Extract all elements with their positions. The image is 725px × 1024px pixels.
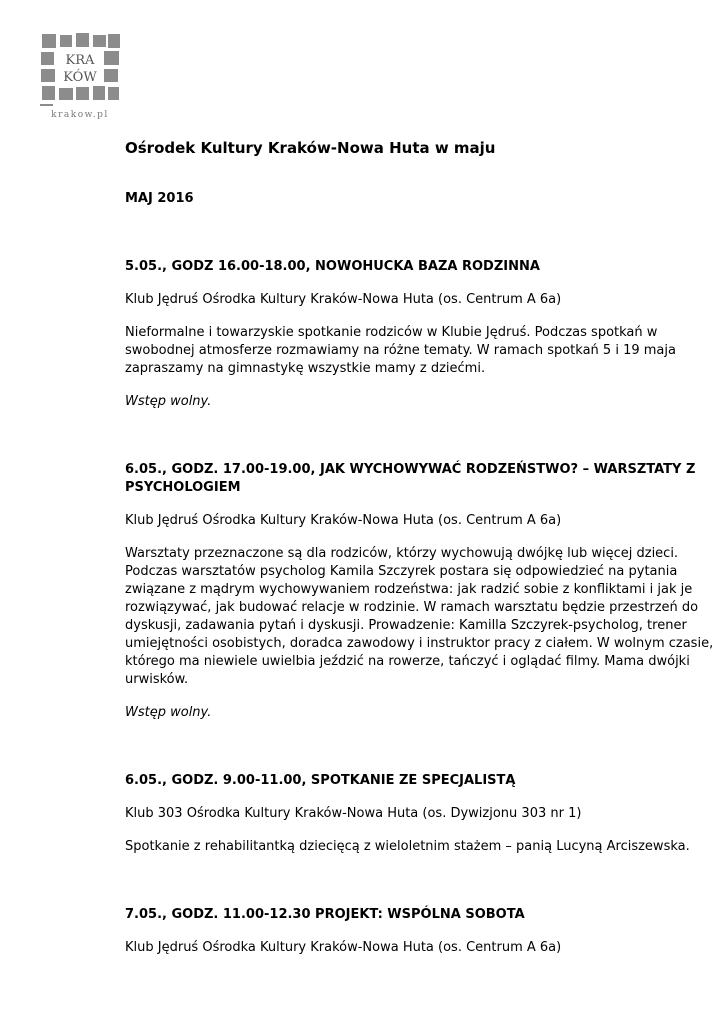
event-3 (125, 772, 715, 856)
event-entry-info: Wstęp wolny. (125, 705, 212, 720)
event-heading: 7.05., GODZ. 11.00-12.30 PROJEKT: WSPÓLNA SOBOTA (125, 907, 525, 922)
document-title: Ośrodek Kultury Kraków-Nowa Huta w maju (125, 139, 496, 157)
event-4 (125, 906, 715, 957)
event-description: Nieformalne i towarzyskie spotkanie rodziców w Klubie Jędruś. Podczas spotkań w swobodnej atmosferze rozmawiamy na różne tematy. W ramach spotkań 5 i 19 maja zapraszamy na gimnastykę wszystkie mamy z dziećmi. (125, 325, 676, 376)
logo-url: krakow.pl (51, 110, 109, 120)
logo-text-line1: KRA (65, 53, 95, 68)
event-description: Spotkanie z rehabilitantką dziecięcą z wieloletnim stażem – panią Lucyną Arciszewska. (125, 839, 690, 854)
event-2 (125, 461, 715, 722)
event-place: Klub 303 Ośrodka Kultury Kraków-Nowa Huta (os. Dywizjonu 303 nr 1) (125, 806, 582, 821)
event-place: Klub Jędruś Ośrodka Kultury Kraków-Nowa Huta (os. Centrum A 6a) (125, 940, 562, 955)
month-heading: MAJ 2016 (125, 191, 194, 206)
event-heading: 6.05., GODZ. 9.00-11.00, SPOTKANIE ZE SPECJALISTĄ (125, 773, 516, 788)
event-heading: 6.05., GODZ. 17.00-19.00, JAK WYCHOWYWAĆ RODZEŃSTWO? – WARSZTATY Z PSYCHOLOGIEM (125, 462, 696, 495)
event-place: Klub Jędruś Ośrodka Kultury Kraków-Nowa Huta (os. Centrum A 6a) (125, 292, 562, 307)
logo-text-line2: KÓW (63, 70, 97, 85)
event-1 (125, 258, 715, 411)
document-body (125, 138, 715, 957)
event-description: Warsztaty przeznaczone są dla rodziców, którzy wychowują dwójkę lub więcej dzieci. Podczas warsztatów psycholog Kamila Szczyrek postara się odpowiedzieć na pytania związane z mądrym wychowywaniem rodzeństwa: jak radzić sobie z konfliktami i jak je rozwiązywać, jak budować relacje w rodzinie. W ramach warsztatu będzie przestrzeń do dyskusji, zadawania pytań i dyskusji. Prowadzenie: Kamilla Szczyrek-psycholog, trener umiejętności osobistych, doradca zawodowy i instruktor pracy z ciałem. W wolnym czasie, którego ma niewiele uwielbia jeździć na rowerze, tańczyć i oglądać filmy. Mama dwójki urwisków. (125, 546, 714, 687)
event-place: Klub Jędruś Ośrodka Kultury Kraków-Nowa Huta (os. Centrum A 6a) (125, 513, 562, 528)
event-entry-info: Wstęp wolny. (125, 394, 212, 409)
event-heading: 5.05., GODZ 16.00-18.00, NOWOHUCKA BAZA RODZINNA (125, 259, 540, 274)
